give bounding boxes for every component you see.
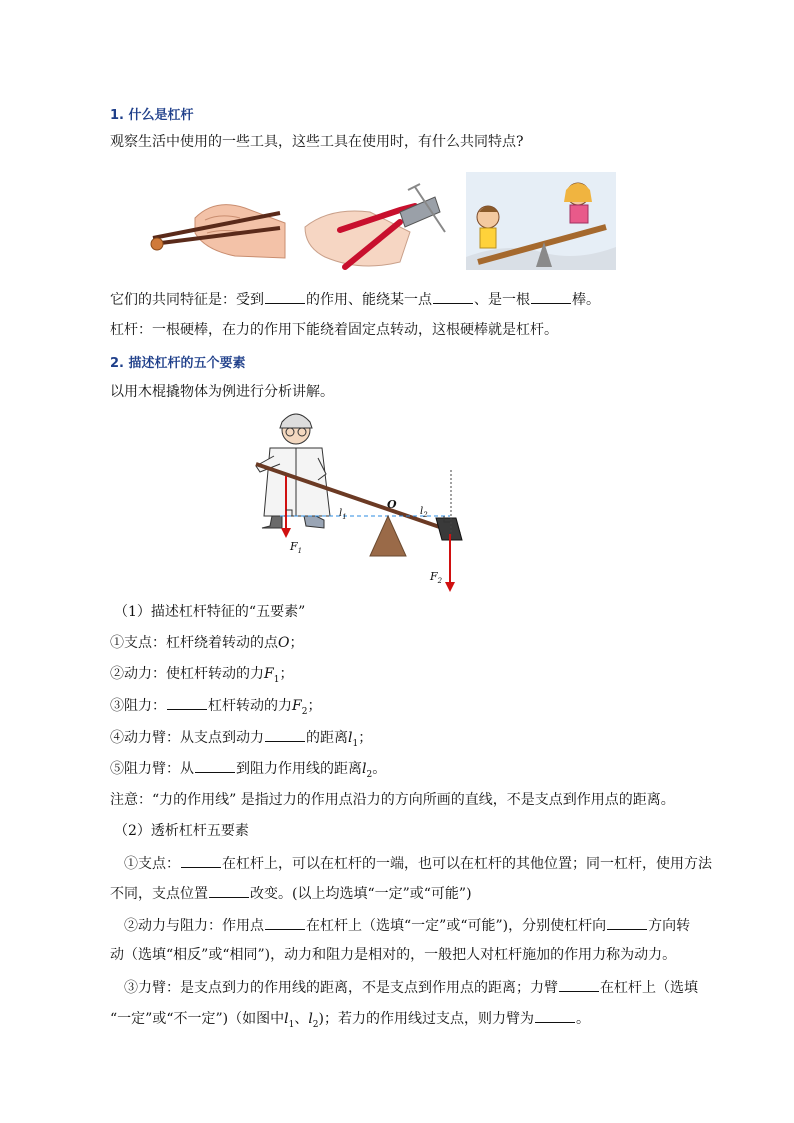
p1-line2: 不同，支点位置 改变。(以上均选填“一定”或“可能”) bbox=[110, 883, 472, 904]
seesaw-image bbox=[466, 172, 616, 270]
item-effort-arm: ④动力臂：从支点到动力 的距离$l_1$； bbox=[110, 727, 372, 754]
label-l2: $l_2$ bbox=[420, 506, 428, 519]
blank-3[interactable] bbox=[531, 289, 571, 304]
feature-line bbox=[110, 289, 600, 310]
p2-line1: ②动力与阻力：作用点 在杠杆上（选填“一定”或“可能”)，分别使杠杆向 方向转 bbox=[124, 915, 690, 936]
blank-5[interactable] bbox=[265, 727, 305, 742]
fulcrum bbox=[370, 516, 406, 556]
p2-line2: 动（选填“相反”或“相同”)，动力和阻力是相对的，一般把人对杠杆施加的作用力称为动力。 bbox=[110, 947, 677, 963]
blank-12[interactable] bbox=[535, 1008, 575, 1023]
feature-text-b: 的作用、能绕某一点 bbox=[306, 292, 432, 308]
blank-6[interactable] bbox=[195, 758, 235, 773]
part2-title: （2）透析杠杆五要素 bbox=[114, 823, 249, 839]
blank-10[interactable] bbox=[607, 915, 647, 930]
item-resistance: ③阻力： 杠杆转动的力$F_2$； bbox=[110, 695, 321, 722]
section2-intro: 以用木棍撬物体为例进行分析讲解。 bbox=[110, 384, 334, 400]
blank-7[interactable] bbox=[181, 853, 221, 868]
part1-title: （1）描述杠杆特征的“五要素” bbox=[114, 604, 306, 620]
feature-text-d: 棒。 bbox=[572, 292, 600, 308]
label-l1: $l_1$ bbox=[339, 508, 347, 521]
girl-body bbox=[570, 205, 588, 223]
p1-line1: ①支点： 在杠杆上，可以在杠杆的一端，也可以在杠杆的其他位置；同一杠杆，使用方法 bbox=[124, 853, 712, 874]
pliers-jaw bbox=[400, 197, 440, 227]
chopsticks-image bbox=[145, 178, 290, 268]
scientist-figure bbox=[256, 414, 330, 528]
note: 注意：“力的作用线” 是指过力的作用点沿力的方向所画的直线，不是支点到作用点的距离。 bbox=[110, 792, 675, 808]
item-effort: ②动力：使杠杆转动的力$F_1$； bbox=[110, 666, 294, 685]
blank-9[interactable] bbox=[265, 915, 305, 930]
section1-intro: 观察生活中使用的一些工具，这些工具在使用时，有什么共同特点? bbox=[110, 134, 524, 150]
section2-heading: 2. 描述杠杆的五个要素 bbox=[110, 356, 246, 371]
lever-diagram bbox=[250, 408, 480, 598]
p3-line1: ③力臂：是支点到力的作用线的距离，不是支点到作用点的距离；力臂 在杠杆上（选填 bbox=[124, 977, 698, 998]
section1-heading: 1. 什么是杠杆 bbox=[110, 108, 194, 123]
blank-8[interactable] bbox=[209, 883, 249, 898]
blank-11[interactable] bbox=[559, 977, 599, 992]
boy-body bbox=[480, 228, 496, 248]
item-fulcrum: ①支点：杠杆绕着转动的点O； bbox=[110, 635, 304, 651]
feature-text-a: 它们的共同特征是：受到 bbox=[110, 292, 264, 308]
pliers-image bbox=[300, 182, 450, 274]
label-F1: $F_1$ bbox=[290, 540, 303, 555]
lever-definition: 杠杆：一根硬棒，在力的作用下能绕着固定点转动，这根硬棒就是杠杆。 bbox=[110, 322, 558, 338]
feature-text-c: 、是一根 bbox=[474, 292, 530, 308]
blank-4[interactable] bbox=[167, 695, 207, 710]
label-F2: $F_2$ bbox=[430, 570, 443, 585]
label-O: O bbox=[387, 498, 397, 511]
item-resistance-arm: ⑤阻力臂：从 到阻力作用线的距离$l_2$。 bbox=[110, 758, 386, 785]
blank-2[interactable] bbox=[433, 289, 473, 304]
blank-1[interactable] bbox=[265, 289, 305, 304]
bead bbox=[151, 238, 163, 250]
p3-line2: “一定”或“不一定”)（如图中$l_1$、$l_2$)；若力的作用线过支点，则力臂为 。 bbox=[110, 1008, 590, 1035]
